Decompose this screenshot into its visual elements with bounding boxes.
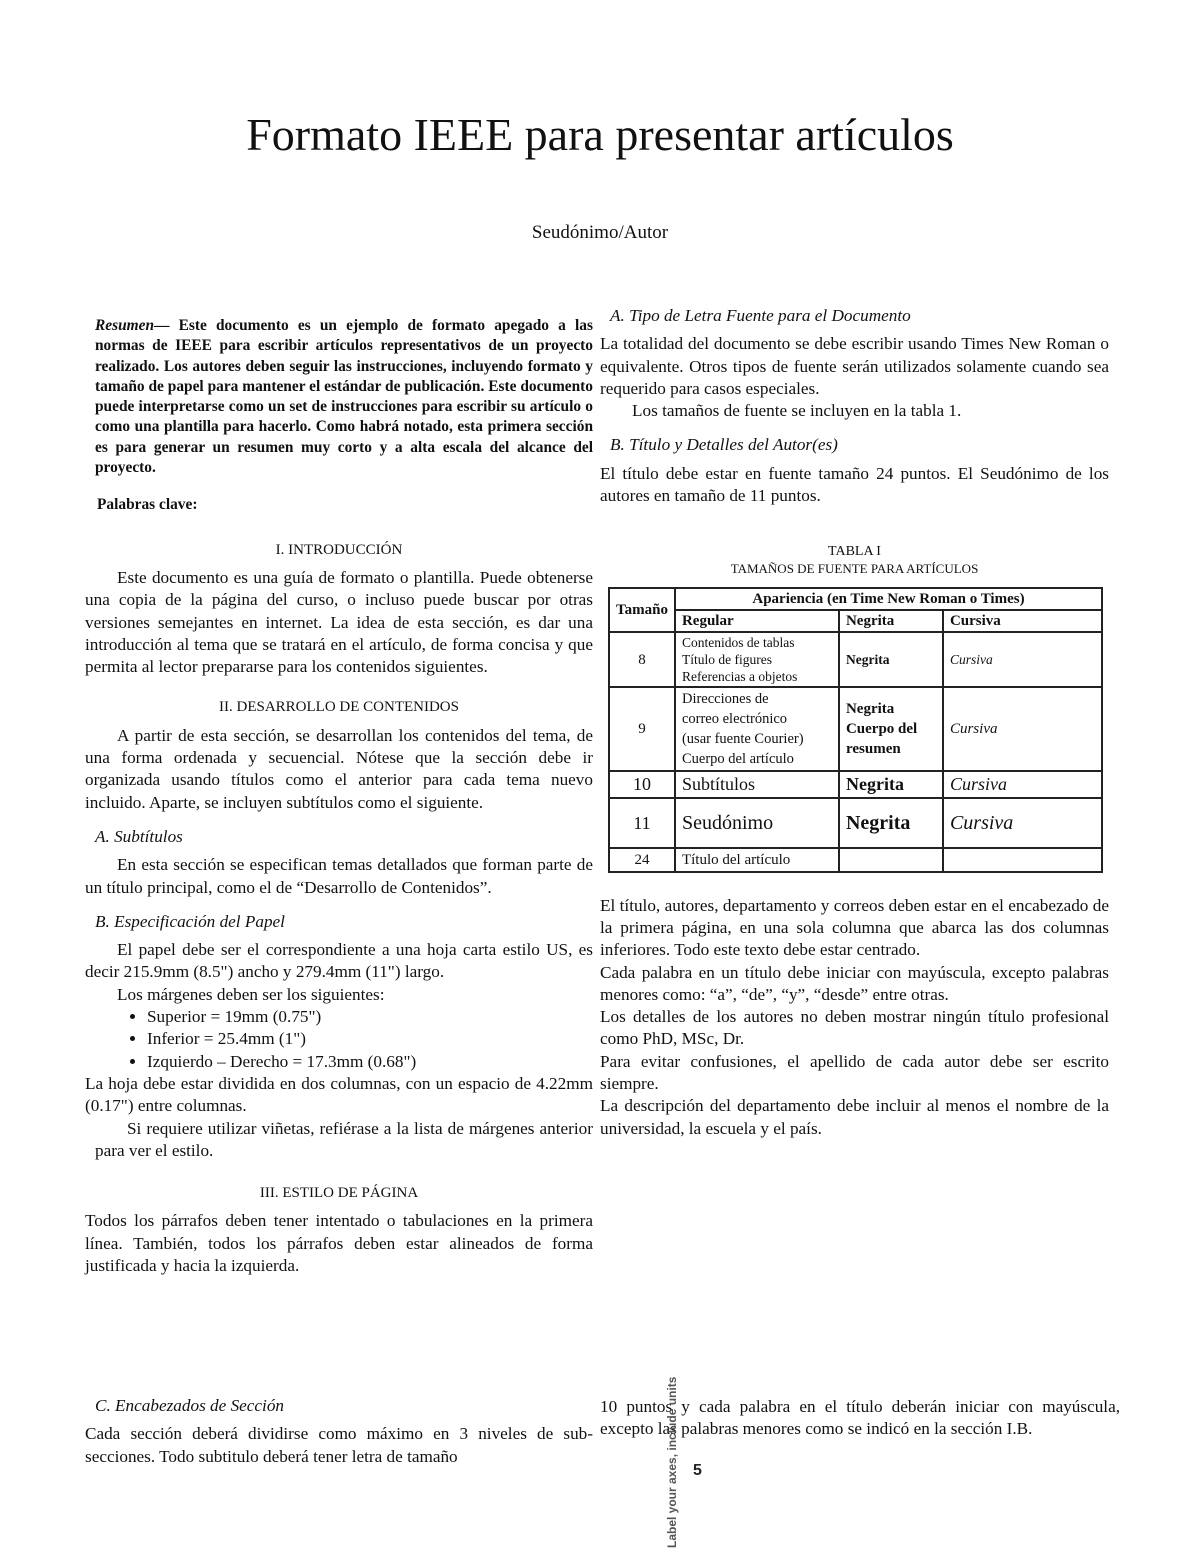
table-cell-size: 11 <box>609 798 675 848</box>
right-column-bottom: 10 puntos y cada palabra en el título deberán iniciar con mayúscula, excepto las palabras menores como se indicó en la sección I.B. <box>600 1397 1120 1439</box>
font-size-table <box>608 587 1103 872</box>
left-column-bottom <box>85 1395 593 1468</box>
table-header-row <box>609 588 1102 610</box>
table-cell-bold: Negrita <box>839 771 943 797</box>
font-paragraph: La totalidad del documento se debe escribir usando Times New Roman o equivalente. Otros tipos de fuente serán utilizados solamente cuando sea requerido para casos especiales. <box>600 334 1109 398</box>
right-column <box>600 305 1109 1140</box>
section-heading-page-style: III. ESTILO DE PÁGINA <box>259 1185 419 1202</box>
section-heading-intro: I. INTRODUCCIÓN <box>275 541 403 558</box>
table-cell-line: correo electrónico <box>681 711 788 728</box>
table-cell-italic: Cursiva <box>943 632 1102 687</box>
author-details-paragraph: Los detalles de los autores no deben mostrar ningún título profesional como PhD, MSc, Dr. <box>600 1007 1109 1049</box>
left-column <box>85 316 593 1277</box>
table-cell-italic: Cursiva <box>943 798 1102 848</box>
table-cell-line: Direcciones de <box>681 691 769 708</box>
table-cell-size: 9 <box>609 687 675 771</box>
table-cell-size: 10 <box>609 771 675 797</box>
table-row <box>609 798 1102 848</box>
title-author-paragraph: El título debe estar en fuente tamaño 24 puntos. El Seudónimo de los autores en tamaño de 11 puntos. <box>600 463 1109 506</box>
abstract-dash: — <box>154 317 170 334</box>
subsection-heading-section-headers: C. Encabezados de Sección <box>95 1396 285 1415</box>
abstract-text: Este documento es un ejemplo de formato apegado a las normas de IEEE para escribir artículos representativos de un proyecto realizado. Los autores deben seguir las instrucciones, incluyendo formato y tamaño de papel para mantener el estándar de publicación. Este documento puede interpretarse como un set de instrucciones para escribir su artículo o como una plantilla para hacerlo. Como habrá notado, esta primera sección es para generar un resumen muy corto y a alta escala del alcance del proyecto. <box>95 317 593 477</box>
abstract <box>85 316 593 478</box>
list-item: • Superior = 19mm (0.75") <box>147 1006 593 1028</box>
margins-list <box>85 1006 593 1073</box>
page-title: Formato IEEE para presentar artículos <box>246 109 954 160</box>
table-cell-bold: Negrita <box>839 632 943 687</box>
columns-paragraph: La hoja debe estar dividida en dos columnas, con un espacio de 4.22mm (0.17") entre columnas. <box>85 1073 593 1116</box>
table-cell-regular: Título del artículo <box>675 848 839 872</box>
rotated-annotation: Label your axes, include units <box>665 1376 679 1548</box>
table-cell-size: 24 <box>609 848 675 872</box>
margins-intro: Los márgenes deben ser los siguientes: <box>117 984 385 1004</box>
table-cell-line: Cuerpo del artículo <box>681 751 794 768</box>
subsection-heading-title-author: B. Título y Detalles del Autor(es) <box>610 435 838 455</box>
table-cell-line: Referencias a objetos <box>681 669 798 685</box>
header-paragraph: El título, autores, departamento y correos deben estar en el encabezado de la primera página, en una sola columna que abarca las dos columnas inferiores. Todo este texto debe estar centrado. <box>600 895 1109 960</box>
table-cell-regular: Subtítulos <box>675 771 839 797</box>
table-cell-line: Cuerpo del <box>845 721 918 738</box>
table-header-regular: Regular <box>675 610 839 632</box>
table-cell-line: Negrita <box>845 701 895 718</box>
page-badge: 5 <box>693 1462 702 1479</box>
table-row <box>609 848 1102 872</box>
table-header-row <box>609 610 1102 632</box>
table-cell-regular <box>675 687 839 771</box>
table-subcaption: TAMAÑOS DE FUENTE PARA ARTÍCULOS <box>730 561 979 577</box>
section-headers-paragraph: Cada sección deberá dividirse como máximo en 3 niveles de sub-secciones. Todo subtitulo deberá tener letra de tamaño <box>85 1424 593 1466</box>
author-line: Seudónimo/Autor <box>531 222 669 243</box>
table-cell-bold <box>839 687 943 771</box>
abstract-label: Resumen <box>95 317 155 334</box>
table-header-bold: Negrita <box>839 610 943 632</box>
sizes-paragraph: Los tamaños de fuente se incluyen en la tabla 1. <box>632 401 962 421</box>
table-cell-italic <box>943 848 1102 872</box>
development-paragraph: A partir de esta sección, se desarrollan los contenidos del tema, de una forma ordenada y secuencial. Nótese que la sección debe ir organizada usando títulos como el anterior para cada tema nuevo incluido. Aparte, se incluyen subtítulos como el siguiente. <box>85 725 593 812</box>
table-row <box>609 632 1102 687</box>
table-cell-regular <box>675 632 839 687</box>
table-cell-regular: Seudónimo <box>675 798 839 848</box>
paper-paragraph: El papel debe ser el correspondiente a una hoja carta estilo US, es decir 215.9mm (8.5") ancho y 279.4mm (11") largo. <box>85 940 593 982</box>
surname-paragraph: Para evitar confusiones, el apellido de cada autor debe ser escrito siempre. <box>600 1051 1109 1094</box>
table-caption: TABLA I <box>828 544 881 560</box>
bullets-paragraph: Si requiere utilizar viñetas, refiérase a la lista de márgenes anterior para ver el estilo. <box>95 1118 593 1160</box>
page-style-paragraph: Todos los párrafos deben tener intentado o tabulaciones en la primera línea. También, todos los párrafos deben estar alineados de forma justificada y hacia la izquierda. <box>85 1211 593 1275</box>
capitalization-paragraph: Cada palabra en un título debe iniciar con mayúscula, excepto palabras menores como: “a”, “de”, “y”, “desde” entre otras. <box>600 962 1109 1004</box>
table-header-size: Tamaño <box>609 588 675 632</box>
section-heading-development: II. DESARROLLO DE CONTENIDOS <box>219 699 459 716</box>
department-paragraph: La descripción del departamento debe incluir al menos el nombre de la universidad, la escuela y el país. <box>600 1096 1109 1138</box>
intro-paragraph: Este documento es una guía de formato o plantilla. Puede obtenerse una copia de la página del curso, o incluso puede buscar por otras versiones semejantes en internet. La idea de esta sección, es dar una introducción al tema que se tratará en el artículo, de forma concisa y que permita al lector prepararse para los contenidos siguientes. <box>85 567 593 677</box>
list-item: • Izquierdo – Derecho = 17.3mm (0.68") <box>147 1051 593 1073</box>
table-cell-line: (usar fuente Courier) <box>681 731 804 748</box>
subsection-heading-paper: B. Especificación del Papel <box>95 911 285 931</box>
table-row <box>609 771 1102 797</box>
table-cell-bold: Negrita <box>839 798 943 848</box>
table-header-appearance: Apariencia (en Time New Roman o Times) <box>675 588 1102 610</box>
table-header-italic: Cursiva <box>943 610 1102 632</box>
table-cell-line: Contenidos de tablas <box>681 635 795 651</box>
table-row <box>609 687 1102 771</box>
table-cell-italic: Cursiva <box>943 771 1102 797</box>
keywords: Palabras clave: <box>97 496 198 514</box>
subsection-heading-font: A. Tipo de Letra Fuente para el Documento <box>610 306 911 325</box>
table-cell-size: 8 <box>609 632 675 687</box>
table-cell-line: resumen <box>845 741 901 758</box>
subsection-heading-subtitles: A. Subtítulos <box>95 826 183 846</box>
table-cell-italic: Cursiva <box>943 687 1102 771</box>
table-cell-bold <box>839 848 943 872</box>
subtitles-paragraph: En esta sección se especifican temas detallados que forman parte de un título principal, como el de “Desarrollo de Contenidos”. <box>85 855 593 897</box>
table-cell-line: Título de figures <box>681 652 772 668</box>
list-item: • Inferior = 25.4mm (1") <box>147 1028 593 1050</box>
